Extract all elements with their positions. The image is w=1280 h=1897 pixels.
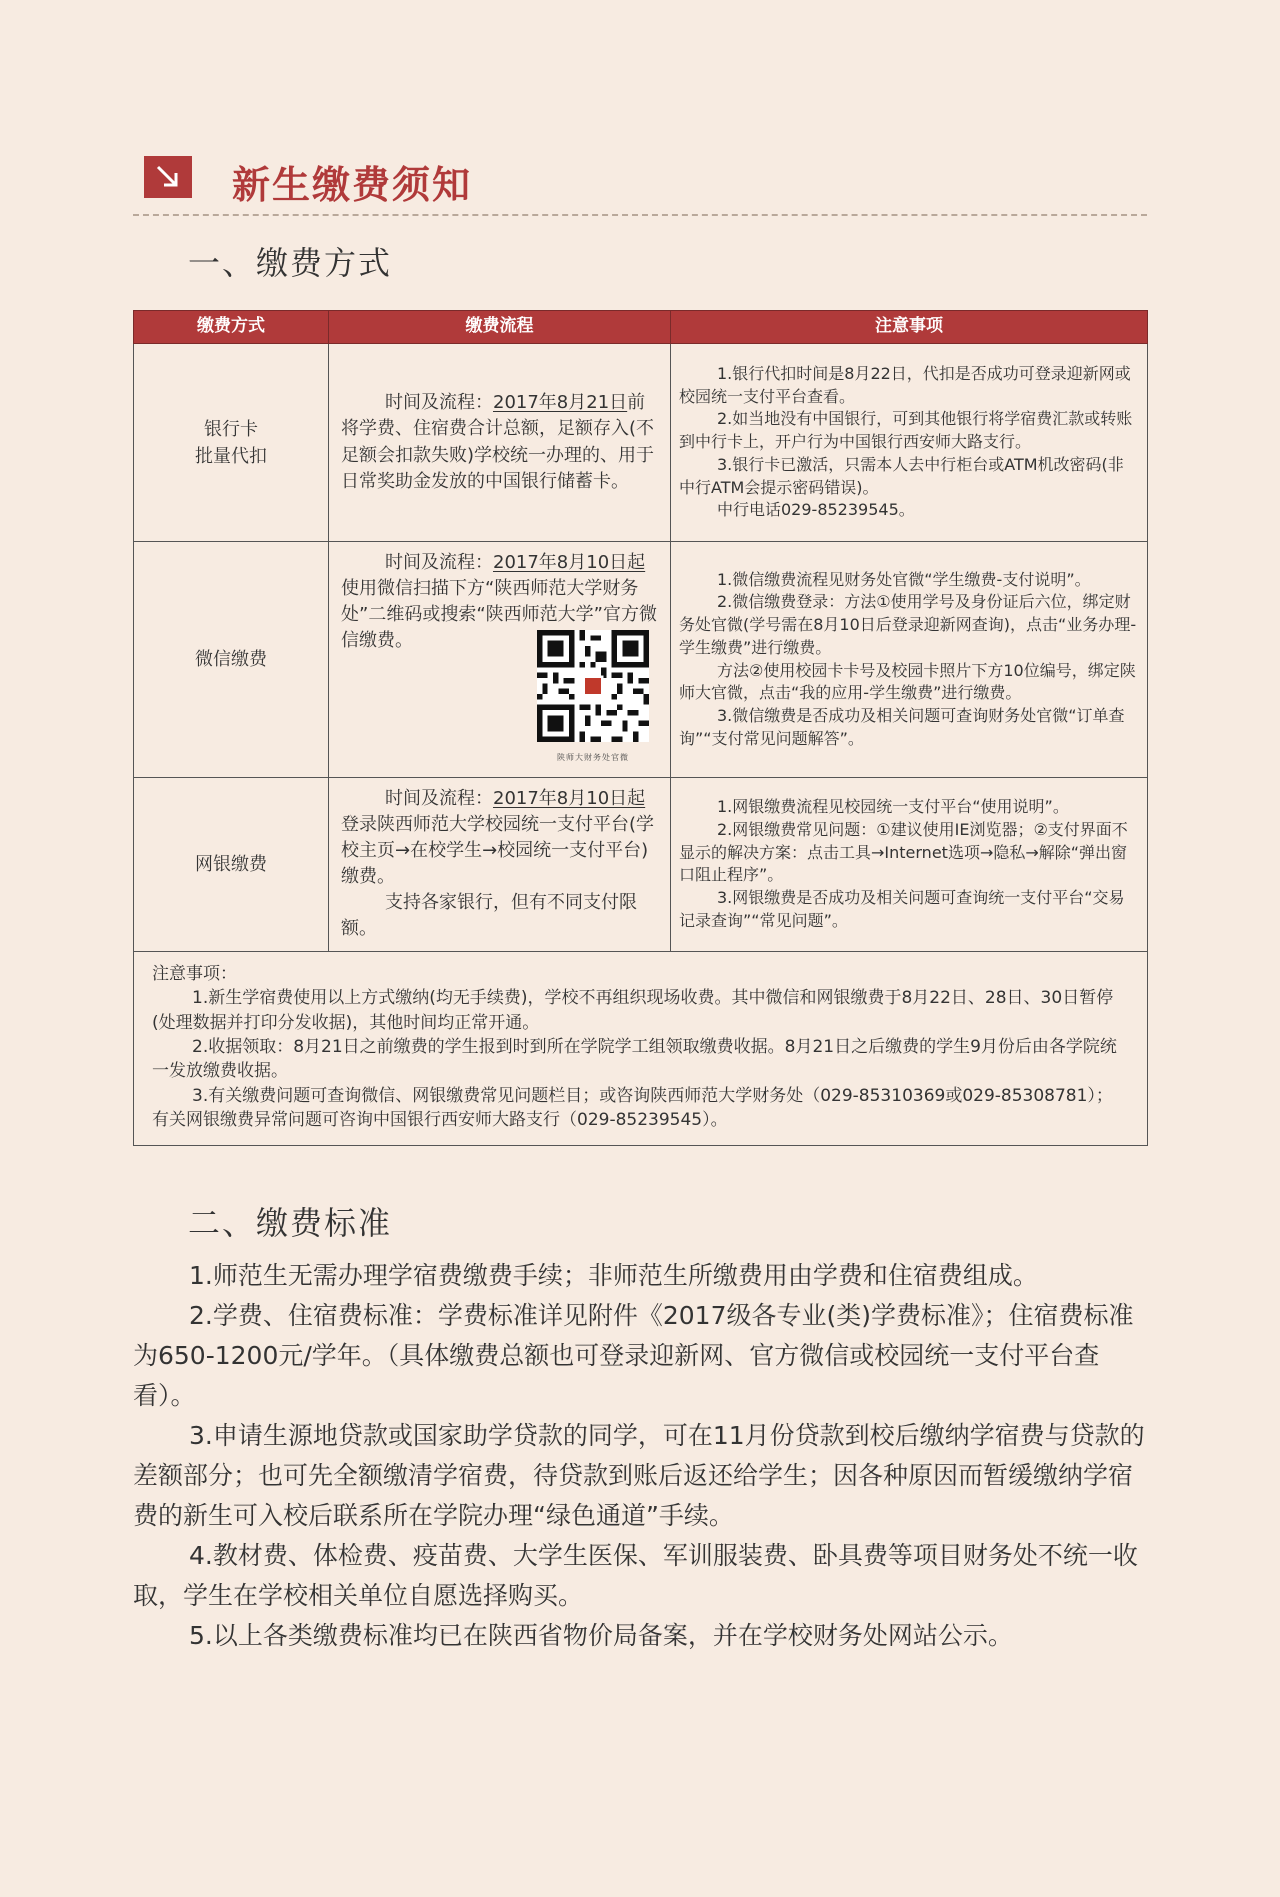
note-item: 1.银行代扣时间是8月22日，代扣是否成功可登录迎新网或校园统一支付平台查看。 [679, 363, 1131, 406]
method-label: 微信缴费 [195, 649, 267, 670]
method-label: 银行卡 [204, 418, 258, 440]
process-text: 前将学费、住宿费合计总额，足额存入(不足额会扣款失败)学校统一办理的、用于日常奖助金发放的中国银行储蓄卡。 [341, 392, 655, 492]
table-row [134, 344, 1148, 542]
method-cell [134, 344, 329, 542]
standard-item: 5.以上各类缴费标准均已在陕西省物价局备案，并在学校财务处网站公示。 [189, 1621, 1013, 1650]
footnote-item: 2.收据领取：8月21日之前缴费的学生报到时到所在学院学工组领取缴费收据。8月21日之后缴费的学生9月份后由各学院统一发放缴费收据。 [152, 1036, 1117, 1082]
process-text: 支持各家银行，但有不同支付限额。 [341, 892, 637, 940]
table-row [134, 542, 1148, 778]
process-cell [329, 778, 671, 952]
footnote-cell [134, 951, 1148, 1145]
note-item: 1.网银缴费流程见校园统一支付平台“使用说明”。 [717, 797, 1069, 817]
table-header-row [134, 311, 1148, 344]
process-date: 2017年8月21日 [493, 392, 628, 414]
page-title: 新生缴费须知 [232, 162, 473, 207]
note-item: 方法②使用校园卡卡号及校园卡照片下方10位编号，绑定陕师大官微，点击“我的应用-学生缴费”进行缴费。 [679, 660, 1136, 703]
process-cell [329, 344, 671, 542]
standard-item: 2.学费、住宿费标准：学费标准详见附件《2017级各专业(类)学费标准》；住宿费标准为650-1200元/学年。（具体缴费总额也可登录迎新网、官方微信或校园统一支付平台查看）。 [133, 1301, 1134, 1410]
method-cell [134, 542, 329, 778]
qr-code-icon [537, 630, 649, 742]
process-prefix: 时间及流程： [385, 392, 493, 414]
notes-cell [671, 542, 1148, 778]
process-date: 2017年8月10日起 [493, 552, 646, 573]
process-text: 登录陕西师范大学校园统一支付平台(学校主页→在校学生→校园统一支付平台)缴费。 [341, 814, 655, 888]
table-row [134, 778, 1148, 952]
note-item: 3.银行卡已激活，只需本人去中行柜台或ATM机改密码(非中行ATM会提示密码错误)。 [679, 454, 1124, 497]
method-label: 批量代扣 [195, 445, 267, 467]
footnote-item: 1.新生学宿费使用以上方式缴纳(均无手续费)，学校不再组织现场收费。其中微信和网银缴费于8月22日、28日、30日暂停 (处理数据并打印分发收据)，其他时间均正常开通。 [152, 988, 1114, 1033]
section-title-fee-standards: 二、缴费标准 [188, 1204, 393, 1242]
process-prefix: 时间及流程： [385, 552, 493, 573]
notes-cell [671, 344, 1148, 542]
standard-item: 3.申请生源地贷款或国家助学贷款的同学，可在11月份贷款到校后缴纳学宿费与贷款的差额部分；也可先全额缴清学宿费，待贷款到账后返还给学生；因各种原因而暂缓缴纳学宿费的新生可入校后联系所在学院办理“绿色通道”手续。 [133, 1421, 1145, 1530]
note-item: 3.网银缴费是否成功及相关问题可查询统一支付平台“交易记录查询”“常见问题”。 [679, 888, 1125, 930]
notes-cell [671, 778, 1148, 952]
fee-standards-list [133, 1256, 1147, 1656]
table-footnote-row [134, 951, 1148, 1145]
section-title-payment-methods: 一、缴费方式 [188, 244, 393, 282]
process-date: 2017年8月10日起 [493, 788, 646, 809]
standard-item: 1.师范生无需办理学宿费缴费手续；非师范生所缴费用由学费和住宿费组成。 [189, 1261, 1038, 1290]
wechat-qr-code[interactable] [534, 630, 652, 764]
note-item: 1.微信缴费流程见财务处官微“学生缴费-支付说明”。 [717, 569, 1091, 589]
note-item: 2.如当地没有中国银行，可到其他银行将学宿费汇款或转账到中行卡上，开户行为中国银行西安师大路支行。 [679, 409, 1133, 452]
note-item: 2.微信缴费登录：方法①使用学号及身份证后六位，绑定财务处官微(学号需在8月10日后登录迎新网查询)，点击“业务办理-学生缴费”进行缴费。 [679, 592, 1137, 657]
arrow-down-right-icon [144, 156, 192, 198]
process-cell [329, 542, 671, 778]
note-item: 3.微信缴费是否成功及相关问题可查询财务处官微“订单查询”“支付常见问题解答”。 [679, 705, 1125, 748]
table-header-notes: 注意事项 [671, 311, 1148, 344]
process-text: 使用微信扫描下方“陕西师范大学财务处”二维码或搜索“陕西师范大学”官方微信缴费。 [341, 578, 657, 652]
note-item: 2.网银缴费常见问题：①建议使用IE浏览器；②支付界面不显示的解决方案：点击工具→Internet选项→隐私→解除“弹出窗口阻止程序”。 [679, 819, 1128, 885]
method-label: 网银缴费 [195, 853, 267, 875]
method-cell [134, 778, 329, 952]
page-header [144, 150, 1144, 210]
dashed-divider [133, 214, 1147, 216]
footnote-title: 注意事项： [152, 963, 237, 984]
standard-item: 4.教材费、体检费、疫苗费、大学生医保、军训服装费、卧具费等项目财务处不统一收取，学生在学校相关单位自愿选择购买。 [133, 1541, 1138, 1610]
payment-methods-table [133, 310, 1148, 1146]
table-header-process: 缴费流程 [329, 311, 671, 344]
note-item: 中行电话029-85239545。 [717, 500, 915, 520]
footnote-item: 3.有关缴费问题可查询微信、网银缴费常见问题栏目；或咨询陕西师范大学财务处（029-85310369或029-85308781）；有关网银缴费异常问题可咨询中国银行西安师大路支行（029-85239545）。 [152, 1085, 1113, 1131]
qr-caption: 陕师大财务处官微 [557, 753, 629, 763]
table-header-method: 缴费方式 [134, 311, 329, 344]
process-prefix: 时间及流程： [385, 788, 493, 809]
